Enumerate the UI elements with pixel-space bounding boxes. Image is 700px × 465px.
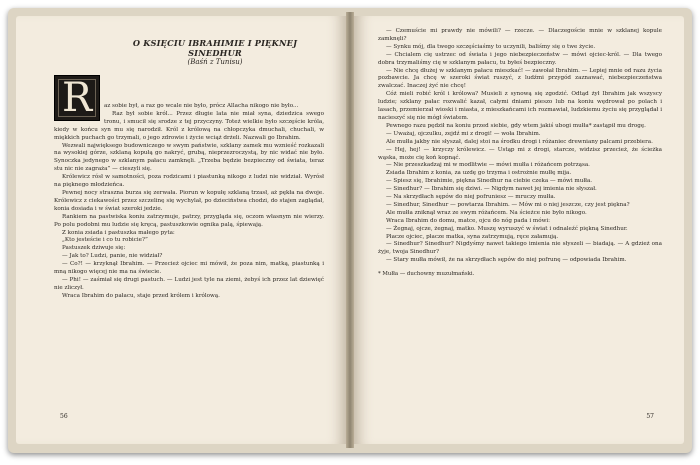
paragraph: — Nie przeszkadzaj mi w modlitwie — mówi mułła i różańcem potrząsa. bbox=[386, 162, 590, 169]
decorated-initial bbox=[54, 75, 100, 121]
left-page-text bbox=[54, 38, 324, 301]
paragraph: — Stary mułła mówił, że na skrzydłach sępów do niej pofrunę — odpowiada Ibrahim. bbox=[386, 257, 627, 264]
paragraph: Ale mułła jakby nie słyszał, dalej stoi na środku drogi i różaniec drewniany palcami przebiera. bbox=[386, 138, 653, 145]
paragraph: — Uważaj, ojczulku, zejdź mi z drogi! — woła Ibrahim. bbox=[386, 130, 541, 137]
paragraph: — Synku mój, dla twego szczęściaśmy to uczynili, baliśmy się o twe życie. bbox=[386, 43, 596, 50]
paragraph: Wraca Ibrahim do domu, matce, ojcu do nóg pada i mówi: bbox=[386, 217, 551, 224]
story-title: O KSIĘCIU IBRAHIMIE I PIĘKNEJ SINEDHUR bbox=[132, 38, 298, 58]
paragraph: — Nie chcę dłużej w szklanym pałacu mieszkać! — zawołał Ibrahim. — Lepiej mnie od razu życia pozbawcie. Ja chcę w szeroki świat ruszyć, z ludźmi przygód zaznawać, niebezpieczeństwa zwalczać. Inaczej żyć nie chcę! bbox=[378, 67, 662, 90]
paragraph: — Hej, hej! — krzyczy królewicz. — Ustąp mi z drogi, starcze, widzisz przecież, że ścieżka wąska, może cię koń kopnąć. bbox=[378, 146, 662, 161]
paragraph: Płacze ojciec, płacze matka, syna zatrzymują, ręce załamują. bbox=[386, 233, 559, 240]
story-subtitle: (Baśń z Tunisu) bbox=[187, 58, 243, 66]
paragraph: Zsiada Ibrahim z konia, za uzdę go trzyma i ostrożnie mułłę mija. bbox=[386, 170, 572, 177]
paragraph: — Sinedhur? Sinedhur? Nigdyśmy nawet takiego imienia nie słyszeli — biadają. — A gdzież ona żyje, twoja Sinedhur? bbox=[378, 241, 662, 256]
paragraph: — Co?! — krzyknął Ibrahim. — Przecież ojciec mi mówił, że poza nim, matką, piastunką i mną nikogo więcej nie ma na świecie. bbox=[54, 261, 324, 276]
paragraph: — Jak to? Ludzi, panie, nie widział? bbox=[62, 253, 163, 260]
paragraph: „Kto jesteście i co tu robicie?” bbox=[62, 237, 148, 244]
paragraph: — Żegnaj, ojcze, żegnaj, matko. Muszę wyruszyć w świat i odnaleźć piękną Sinedhur. bbox=[386, 225, 628, 232]
open-book bbox=[8, 8, 692, 453]
left-page bbox=[16, 16, 346, 444]
paragraph: Pastuszek dziwuje się: bbox=[62, 245, 126, 252]
initial-letter: R bbox=[61, 75, 93, 121]
paragraph: Rankiem na pastwiska koniu zatrzymuje, patrzy, przygląda się, oczom własnym nie wierzy. Po polu podobni mu ludzie się kręcą, pastuszkowie ognika palą, śpiewają. bbox=[54, 213, 324, 228]
paragraph: — Na skrzydłach sępów do niej pofruniesz — mruczy mułła. bbox=[386, 194, 556, 201]
page-number-right: 57 bbox=[646, 413, 654, 420]
paragraph: Królewicz rósł w samotności, poza rodzicami i piastunką nikogo z ludzi nie widział. Wyrósł na pięknego młodzieńca. bbox=[54, 174, 324, 189]
right-paragraphs bbox=[378, 28, 662, 265]
right-page bbox=[354, 16, 684, 444]
footnote: * Mułła — duchowny muzułmański. bbox=[378, 271, 475, 278]
paragraph: Z konia zsiada i pastuszka małego pyta: bbox=[62, 229, 175, 236]
paragraph: — Sinedhur, Sinedhur — powtarza Ibrahim. — Mów mi o niej jeszcze, czy jest piękna? bbox=[386, 201, 630, 208]
paragraph: Pewnej nocy straszna burza się zerwała. Piorun w kopułę szklaną trzasł, aż pękła na dwoje. Królewicz z ciekawości przez szczelinę się wychylał, po dzieciństwa chodzi, do stajen zaglądał, konia dosiada i w świat szeroki jedzie. bbox=[54, 189, 324, 212]
page-number-left: 56 bbox=[60, 413, 68, 420]
paragraph: — Czemuście mi prawdy nie mówili? — rzecze. — Dlaczegoście mnie w szklanej kopule zamknęli? bbox=[378, 28, 662, 42]
paragraph: — Spiesz się, Ibrahimie, piękna Sinedhur na ciebie czeka — mówi mułła. bbox=[386, 178, 593, 185]
paragraph: Wezwali najwięksego budowniczego w swym państwie, szklany zamek mu wznieść rozkazali na wysokiej górze, szklaną kopułą go nakryć, grubą, nieprzezroczystą, by nic widać nie było. Synoczka jedynego w szklanym pałacu zamknęli. „Trzeba będzie bezpieczny od świata, teraz stu nic nie zagraża” — cieszyli się. bbox=[54, 142, 324, 173]
paragraph: — Sinedhur? — Ibrahim się dziwi. — Nigdym nawet jej imienia nie słyszał. bbox=[386, 186, 597, 193]
paragraph: Cóż mieli robić król i królowa? Musieli z synową się zgodzić. Odtąd żył Ibrahim jak wszyscy ludzie; szklany pałac rozwalić kazał, całymi dniami pieszo lub na koniu wędrował po polach i lasach, przemierzał wioski i miasta, z mieszkańcami ich rozmawiał, ludzkiemu życiu się przyglądał i nacieszyć się nie mógł światem. bbox=[378, 91, 662, 121]
paragraph: Wraca Ibrahim do pałacu, staje przed królem i królową. bbox=[62, 292, 220, 299]
paragraph: Pewnego razu pędził na koniu przed siebie, gdy wtem jakiś ubogi mułła* zastąpił mu drogę. bbox=[386, 122, 646, 129]
paragraph: — Phi! — zaśmiał się drugi pastuch. — Ludzi jest tyle na ziemi, żebyś ich przez lat dziewięć nie zliczył. bbox=[54, 276, 324, 291]
right-page-text bbox=[378, 28, 662, 278]
book-spine bbox=[346, 12, 354, 448]
paragraph: — Chcialem cię ustrzec od świata i jego niebezpieczeństw — mówi ojciec-król. — Dla twego dobra trzymaliśmy cię w szklanym pałacu, tu byłeś bezpieczny. bbox=[378, 51, 662, 66]
left-paragraphs bbox=[54, 111, 324, 301]
paragraph: Ale mułła zniknął wraz ze swym różańcem. Na ścieżce nie było nikogo. bbox=[386, 209, 587, 216]
paragraph: Raz był sobie król... Przez długie lata nie miał syna, dziedzica swego tronu, i smucił się srodze z tej przyczyny. Toteż wielkie było szczęście króla, kiedy w końcu syn mu się narodził. Król z królową na chłopczyka dmuchali, chuchali, w miękkich puchach go trzymali, o jego zdrowie i życie wciąż drżeli. Nazwali go Ibrahim. bbox=[54, 110, 324, 141]
first-paragraph: az sobie był, a raz go wcale nie było, prócz Allacha nikogo nie było... bbox=[104, 103, 299, 109]
